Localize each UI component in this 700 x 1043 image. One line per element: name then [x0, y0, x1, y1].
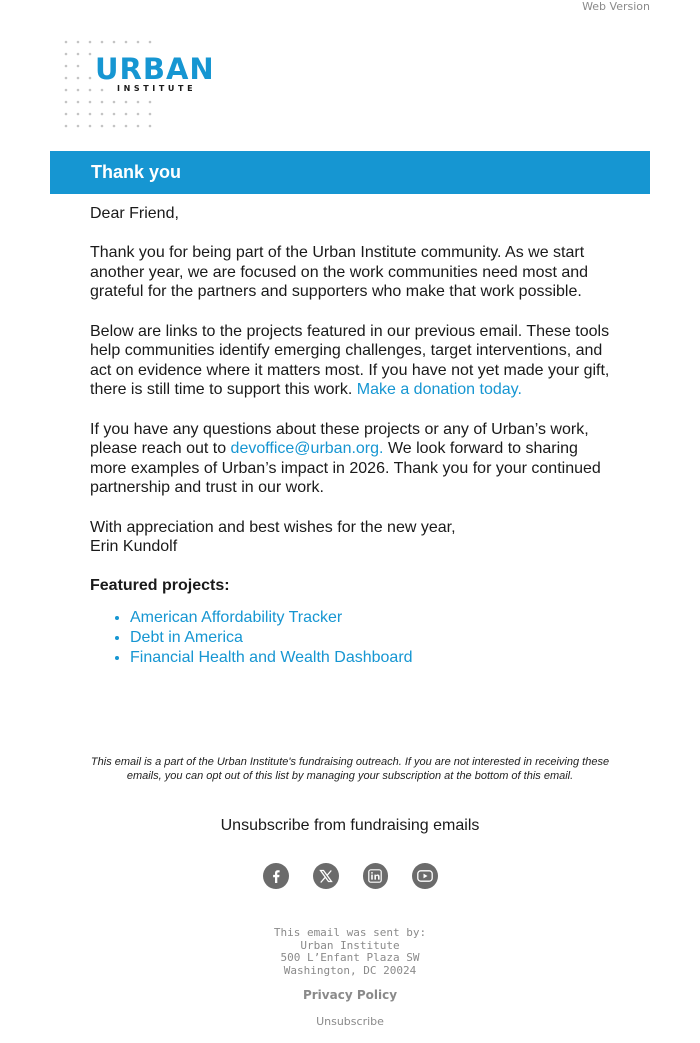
project-link-financial-health-dashboard[interactable]: Financial Health and Wealth Dashboard	[130, 648, 413, 666]
logo-subtitle: INSTITUTE	[117, 84, 197, 93]
project-item	[130, 608, 615, 628]
paragraph-1: Thank you for being part of the Urban Institute community. As we start another year, we are focused on the work communities need most and grateful for the partners and supporters who make that work possible.	[90, 244, 589, 301]
unsubscribe-link[interactable]: Unsubscribe	[316, 1015, 384, 1028]
sender-org: Urban Institute	[300, 938, 400, 952]
urban-institute-logo	[62, 38, 222, 130]
sent-by-block	[0, 927, 700, 977]
project-link-affordability-tracker[interactable]: American Affordability Tracker	[130, 609, 343, 627]
logo-wordmark: URBAN	[95, 52, 215, 86]
sender-address-line-1: 500 L’Enfant Plaza SW	[280, 951, 420, 964]
sender-address-line-2: Washington, DC 20024	[283, 963, 417, 977]
unsubscribe-fundraising-link[interactable]: Unsubscribe from fundraising emails	[220, 817, 480, 834]
social-links	[263, 863, 438, 889]
featured-heading: Featured projects:	[90, 577, 230, 595]
project-item	[130, 628, 615, 648]
devoffice-email-link[interactable]: devoffice@urban.org.	[230, 440, 384, 458]
paragraph-2-text: Below are links to the projects featured in our previous email. These tools help communities identify emerging challenges, target interventions, and act on evidence where it matters most. If you have not yet made your gift, there is still time to support this work.	[90, 322, 610, 399]
email-body	[90, 204, 615, 667]
web-version-link[interactable]: Web Version	[582, 0, 650, 13]
paragraph-3	[90, 420, 615, 498]
linkedin-icon[interactable]	[363, 863, 389, 889]
privacy-policy-link[interactable]: Privacy Policy	[302, 988, 398, 1002]
project-link-debt-in-america[interactable]: Debt in America	[130, 629, 243, 647]
header-banner	[50, 151, 650, 194]
closing-line: With appreciation and best wishes for the new year,	[90, 518, 456, 536]
greeting: Dear Friend,	[90, 205, 179, 222]
banner-title: Thank you	[91, 162, 182, 182]
fundraising-disclaimer: This email is a part of the Urban Institute's fundraising outreach. If you are not interested in receiving these emails, you can opt out of this list by managing your subscription at the bottom of this email.	[90, 756, 610, 782]
featured-projects-list	[90, 608, 615, 667]
paragraph-3-after: We look forward to sharing more examples of Urban’s impact in 2026. Thank you for your continued partnership and trust in our work.	[90, 440, 601, 497]
x-icon[interactable]	[313, 863, 339, 889]
signature: Erin Kundolf	[90, 538, 178, 556]
donate-link[interactable]: Make a donation today.	[356, 381, 522, 399]
paragraph-2	[90, 322, 615, 400]
sent-by-label: This email was sent by:	[273, 926, 427, 939]
project-item	[130, 648, 615, 668]
youtube-icon[interactable]	[412, 863, 438, 889]
facebook-icon[interactable]	[263, 863, 289, 889]
paragraph-3-before: If you have any questions about these projects or any of Urban’s work, please reach out to	[90, 420, 589, 458]
